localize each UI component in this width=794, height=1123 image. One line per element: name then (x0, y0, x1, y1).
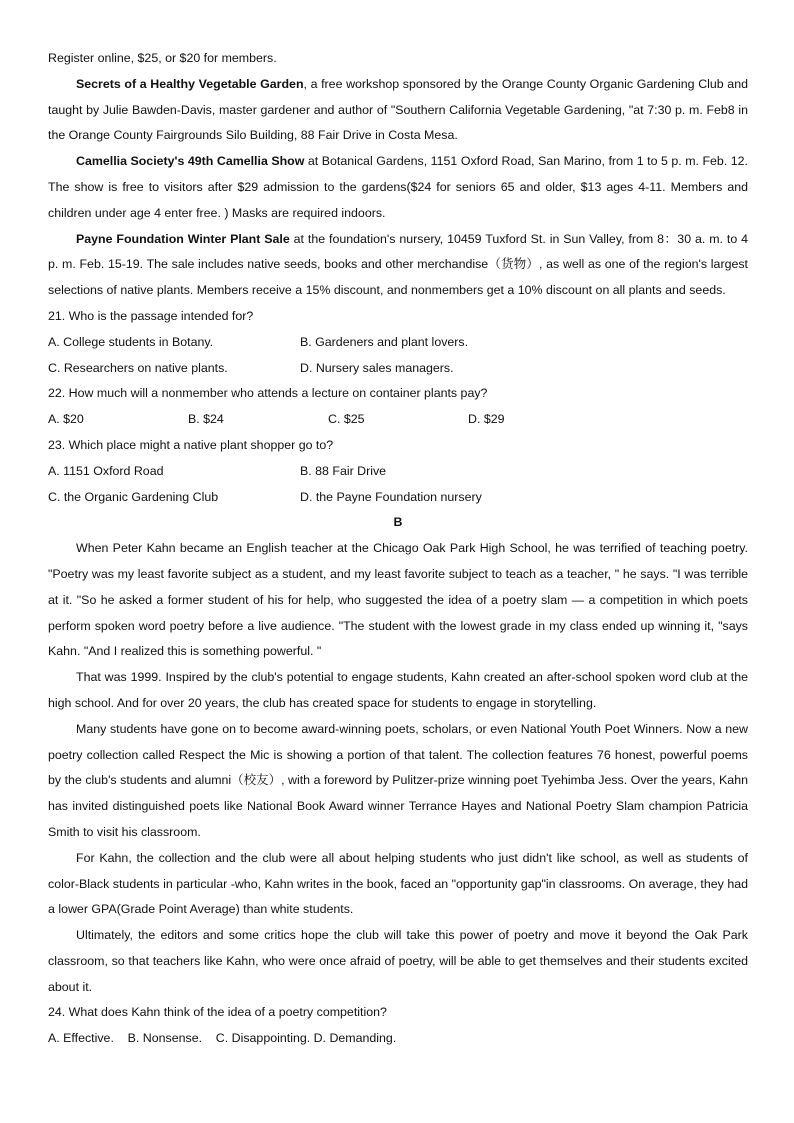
question-21-options-row-2 (48, 356, 748, 382)
document-page (48, 46, 748, 1052)
passage-b-paragraph-2: That was 1999. Inspired by the club's potential to engage students, Kahn created an after-school spoken word club at the high school. And for over 20 years, the club has created space for students to engage in storytelling. (48, 670, 748, 710)
passage-a-paragraph-3 (48, 227, 748, 304)
passage-b-paragraph-3: Many students have gone on to become award-winning poets, scholars, or even National Youth Poet Winners. Now a new poetry collection called Respect the Mic is showing a portion of that talent. The collection features 76 honest, powerful poems by the club's students and alumni（校友）, with a foreword by Pulitzer-prize winning poet Tyehimba Jess. Over the years, Kahn has invited distinguished poets like National Book Award winner Terrance Hayes and National Poetry Slam champion Patricia Smith to visit his classroom. (48, 721, 748, 839)
question-21-option-c: C. Researchers on native plants. (48, 360, 228, 375)
question-21-stem: 21. Who is the passage intended for? (48, 308, 254, 323)
question-22-option-a: A. $20 (48, 412, 84, 427)
question-23-options-row-2 (48, 485, 748, 511)
question-23-option-a: A. 1151 Oxford Road (48, 463, 164, 478)
question-22-options-row (48, 407, 748, 433)
question-23-option-d: D. the Payne Foundation nursery (300, 489, 482, 504)
question-21-option-b: B. Gardeners and plant lovers. (300, 334, 469, 349)
question-23-stem: 23. Which place might a native plant shopper go to? (48, 437, 334, 452)
question-22-option-d: D. $29 (468, 412, 505, 427)
passage-b-paragraph-4: For Kahn, the collection and the club were all about helping students who just didn't like school, as well as students of color-Black students in particular -who, Kahn writes in the book, faced an "opportunity gap"in classrooms. On average, they had a lower GPA(Grade Point Average) than white students. (48, 850, 748, 917)
event-title-vegetable-garden: Secrets of a Healthy Vegetable Garden (76, 76, 304, 91)
question-22-stem: 22. How much will a nonmember who attends a lecture on container plants pay? (48, 386, 488, 401)
event-text-vegetable-garden: , a free workshop sponsored by the Orange County Organic Gardening Club and taught by Julie Bawden-Davis, master gardener and author of "Southern California Vegetable Gardening, "at 7:30 p. m. Feb8 in the Orange County Fairgrounds Silo Building, 88 Fair Drive in Costa Mesa. (48, 76, 748, 143)
passage-b-paragraph-5: Ultimately, the editors and some critics hope the club will take this power of poetry and move it beyond the Oak Park classroom, so that teachers like Kahn, who were once afraid of poetry, will be able to get themselves and their students excited about it. (48, 928, 748, 994)
question-22-option-b: B. $24 (188, 412, 224, 427)
passage-a-paragraph-2 (48, 149, 748, 226)
question-24-options: A. Effective. B. Nonsense. C. Disappointing. D. Demanding. (48, 1031, 397, 1046)
question-23-options-row-1 (48, 459, 748, 485)
question-24-stem: 24. What does Kahn think of the idea of a poetry competition? (48, 1005, 387, 1020)
passage-a-paragraph-0: Register online, $25, or $20 for members. (48, 51, 277, 65)
event-text-plant-sale: at the foundation's nursery, 10459 Tuxford St. in Sun Valley, from 8：30 a. m. to 4 p. m. Feb. 15-19. The sale includes native seeds, books and other merchandise（货物）, as well as one of the region's largest selections of native plants. Members receive a 15% discount, and nonmembers get a 10% discount on all plants and seeds. (48, 231, 748, 298)
event-title-plant-sale: Payne Foundation Winter Plant Sale (76, 231, 290, 246)
passage-a-paragraph-1 (48, 72, 748, 149)
question-22-option-c: C. $25 (328, 412, 365, 427)
question-23-option-b: B. 88 Fair Drive (300, 463, 387, 478)
event-text-camellia-show: at Botanical Gardens, 1151 Oxford Road, San Marino, from 1 to 5 p. m. Feb. 12. The show is free to visitors after $29 admission to the gardens($24 for seniors 65 and older, $13 ages 4-11. Members and children under age 4 enter free. ) Masks are required indoors. (48, 154, 748, 220)
question-21-option-a: A. College students in Botany. (48, 334, 214, 349)
question-23-option-c: C. the Organic Gardening Club (48, 489, 219, 504)
section-b-title: B (393, 515, 403, 530)
event-title-camellia-show: Camellia Society's 49th Camellia Show (76, 154, 305, 169)
question-21-option-d: D. Nursery sales managers. (300, 360, 454, 375)
question-21-options-row-1 (48, 330, 748, 356)
passage-b-paragraph-1: When Peter Kahn became an English teacher at the Chicago Oak Park High School, he was terrified of teaching poetry. "Poetry was my least favorite subject as a student, and my least favorite subject to teach as a teacher, " he says. "I was terrible at it. "So he asked a former student of his for help, who suggested the idea of a poetry slam — a competition in which poets perform spoken word poetry before a live audience. "The student with the lowest grade in my class ended up winning it, "says Kahn. "And I realized this is something powerful. " (48, 541, 748, 659)
